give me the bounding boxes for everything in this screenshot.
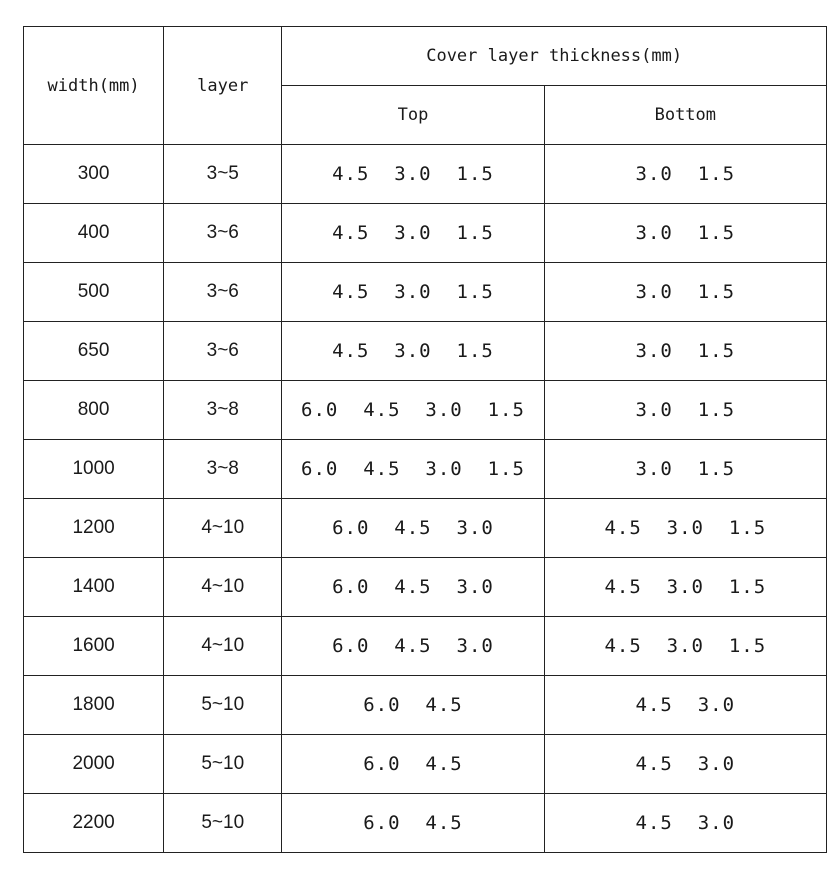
table-row	[24, 794, 827, 853]
header-row	[24, 27, 827, 86]
table-row	[24, 204, 827, 263]
cell-top: 4.5 3.0 1.5	[282, 322, 544, 381]
cover-thickness-table	[23, 26, 827, 853]
cell-layer: 5~10	[164, 735, 282, 794]
table-body	[24, 145, 827, 853]
cell-top: 6.0 4.5	[282, 735, 544, 794]
header-bottom: Bottom	[544, 86, 826, 145]
header-cover-thickness: Cover layer thickness(mm)	[282, 27, 827, 86]
cell-layer: 3~6	[164, 263, 282, 322]
cell-bottom: 4.5 3.0 1.5	[544, 499, 826, 558]
table-row	[24, 145, 827, 204]
cell-layer: 4~10	[164, 499, 282, 558]
cell-bottom: 3.0 1.5	[544, 204, 826, 263]
cell-layer: 5~10	[164, 676, 282, 735]
cell-width: 2000	[24, 735, 164, 794]
cell-bottom: 4.5 3.0	[544, 735, 826, 794]
cell-width: 650	[24, 322, 164, 381]
table-row	[24, 381, 827, 440]
cell-width: 1000	[24, 440, 164, 499]
cell-top: 4.5 3.0 1.5	[282, 204, 544, 263]
cell-bottom: 3.0 1.5	[544, 322, 826, 381]
cell-top: 6.0 4.5 3.0 1.5	[282, 440, 544, 499]
table-row	[24, 676, 827, 735]
cell-bottom: 3.0 1.5	[544, 263, 826, 322]
header-width: width(mm)	[24, 27, 164, 145]
cell-layer: 4~10	[164, 617, 282, 676]
cell-width: 400	[24, 204, 164, 263]
cell-width: 500	[24, 263, 164, 322]
cell-top: 6.0 4.5	[282, 794, 544, 853]
cell-width: 2200	[24, 794, 164, 853]
cell-width: 300	[24, 145, 164, 204]
cell-bottom: 4.5 3.0 1.5	[544, 617, 826, 676]
cell-bottom: 4.5 3.0	[544, 794, 826, 853]
cell-width: 800	[24, 381, 164, 440]
table-row	[24, 263, 827, 322]
table-row	[24, 322, 827, 381]
cell-top: 6.0 4.5 3.0 1.5	[282, 381, 544, 440]
cell-width: 1600	[24, 617, 164, 676]
cell-bottom: 3.0 1.5	[544, 440, 826, 499]
cell-top: 6.0 4.5 3.0	[282, 617, 544, 676]
table-row	[24, 499, 827, 558]
cell-top: 4.5 3.0 1.5	[282, 145, 544, 204]
cell-top: 6.0 4.5 3.0	[282, 558, 544, 617]
table-row	[24, 617, 827, 676]
cell-bottom: 3.0 1.5	[544, 145, 826, 204]
cell-top: 6.0 4.5	[282, 676, 544, 735]
header-layer: layer	[164, 27, 282, 145]
cell-bottom: 4.5 3.0	[544, 676, 826, 735]
cell-width: 1400	[24, 558, 164, 617]
cell-top: 4.5 3.0 1.5	[282, 263, 544, 322]
table-row	[24, 558, 827, 617]
cell-layer: 3~8	[164, 381, 282, 440]
cell-layer: 3~6	[164, 322, 282, 381]
cell-layer: 4~10	[164, 558, 282, 617]
cell-top: 6.0 4.5 3.0	[282, 499, 544, 558]
table-row	[24, 735, 827, 794]
cell-bottom: 4.5 3.0 1.5	[544, 558, 826, 617]
cell-width: 1800	[24, 676, 164, 735]
cell-bottom: 3.0 1.5	[544, 381, 826, 440]
cell-layer: 3~6	[164, 204, 282, 263]
cell-layer: 3~5	[164, 145, 282, 204]
header-top: Top	[282, 86, 544, 145]
cell-layer: 5~10	[164, 794, 282, 853]
cell-width: 1200	[24, 499, 164, 558]
table-row	[24, 440, 827, 499]
cell-layer: 3~8	[164, 440, 282, 499]
